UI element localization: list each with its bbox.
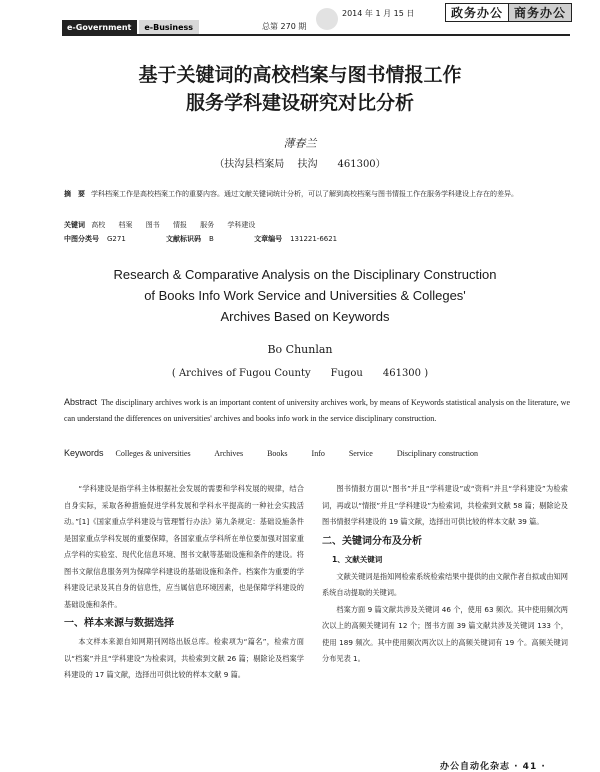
abstract-cn-text: 学科档案工作是高校档案工作的重要内容。通过文献关键词统计分析，可以了解到高校档案与图书情报工作在服务学科建设上存在的差异。 bbox=[91, 190, 518, 198]
keyword-cn: 档案 bbox=[118, 221, 133, 229]
keyword-en: Info bbox=[311, 449, 325, 458]
title-cn-line-1: 基于关键词的高校档案与图书情报工作 bbox=[138, 64, 462, 86]
abstract-en-label: Abstract bbox=[64, 397, 98, 407]
article-title-en bbox=[30, 264, 580, 327]
abstract-cn bbox=[64, 187, 566, 201]
subsection-heading: 1、文献关键词 bbox=[332, 554, 383, 564]
article-title-cn bbox=[0, 61, 600, 117]
title-cn-line-2: 服务学科建设研究对比分析 bbox=[185, 92, 414, 114]
body-paragraph: 本文样本来源自知网期刊网络出版总库。检索项为“篇名”，检索方面以“档案”并且“学科建设”为检索词，共检索到文献 26 篇；剔除论及档案学科建设的 17 篇文献，选择出可供比较的样本文献 9 篇。 bbox=[64, 637, 304, 679]
header-decoration-circle bbox=[316, 8, 338, 30]
section-tab-egovernment: e-Government bbox=[62, 20, 137, 34]
keyword-en: Books bbox=[267, 449, 288, 458]
abstract-en-text: The disciplinary archives work is an important content of university archives work, by means of Keywords statistical analysis on the literature, we can understand the differences on universities' archives and books info work in the service disciplinary construction. bbox=[64, 398, 570, 423]
clc-value: G271 bbox=[107, 235, 126, 243]
keyword-cn: 图书 bbox=[145, 221, 160, 229]
body-paragraph: “学科建设是指学科主体根据社会发展的需要和学科发展的规律，结合自身实际，采取各种措施促进学科发展和学科水平提高的一种社会实践活动。”[1]《国家重点学科建设与管理暂行办法》第九条规定：基础设施条件是国家重点学科发展的重要保障，各国家重点学科所在单位要加强对国家重点学科的实验室、现代化信息环境、图书文献等基础设施和条件的建设。将图书文献信息服务列为保障学科建设的基础设施和条件。档案作为重要的学科建设记录及其自身的信息性，应当属信息环境因素，也是保障学科建设的基础设施和条件。 bbox=[64, 484, 304, 609]
keywords-cn-label: 关键词 bbox=[64, 221, 85, 229]
affiliation-cn: （扶沟县档案局 扶沟 461300） bbox=[214, 159, 386, 170]
doc-code-label: 文献标识码 bbox=[166, 235, 202, 243]
author-en: Bo Chunlan bbox=[267, 343, 333, 356]
classification-row bbox=[64, 234, 337, 244]
header-section-tabs bbox=[62, 20, 199, 34]
section-brand bbox=[445, 2, 572, 22]
body-paragraph: 图书情报方面以“图书”并且“学科建设”或“资料”并且“学科建设”为检索词，再或以“情报”并且“学科建设”为检索词，共检索到文献 58 篇；剔除论及图书情报学科建设的 19 篇文献，选择出可供比较的样本文献 39 篇。 bbox=[322, 484, 568, 526]
issue-number: 总第 270 期 bbox=[262, 22, 307, 31]
abstract-cn-label: 摘 要 bbox=[64, 190, 85, 198]
title-en-line-2: of Books Info Work Service and Universities & Colleges' bbox=[144, 288, 466, 303]
abstract-en bbox=[64, 394, 570, 427]
brand-government-office: 政务办公 bbox=[445, 3, 509, 22]
title-en-line-1: Research & Comparative Analysis on the Disciplinary Construction bbox=[113, 267, 497, 282]
article-number-label: 文章编号 bbox=[254, 235, 283, 243]
doc-code-value: B bbox=[209, 235, 214, 243]
title-en-line-3: Archives Based on Keywords bbox=[220, 309, 390, 324]
keyword-en: Disciplinary construction bbox=[396, 449, 478, 458]
article-number-value: 131221-6621 bbox=[290, 235, 338, 243]
keyword-en: Archives bbox=[214, 449, 244, 458]
keyword-cn: 学科建设 bbox=[227, 221, 256, 229]
brand-business-office: 商务办公 bbox=[509, 3, 572, 22]
page-footer: 办公自动化杂志 · 41 · bbox=[440, 762, 546, 772]
clc-label: 中图分类号 bbox=[64, 235, 99, 243]
keyword-cn: 服务 bbox=[200, 221, 215, 229]
keyword-cn: 高校 bbox=[91, 221, 106, 229]
body-column-right bbox=[322, 481, 568, 668]
body-paragraph: 档案方面 9 篇文献共涉及关键词 46 个，使用 63 频次。其中使用频次两次以上的高频关键词有 12 个；图书方面 39 篇文献共涉及关键词 133 个，使用 189 频次。其中使用频次两次以上的高频关键词有 19 个。高频关键词分布见表 1。 bbox=[322, 604, 568, 663]
body-column-left bbox=[64, 481, 304, 684]
keywords-en bbox=[64, 448, 500, 458]
keyword-cn: 情报 bbox=[172, 221, 187, 229]
header-rule bbox=[62, 34, 570, 36]
section-heading: 一、样本来源与数据选择 bbox=[64, 618, 174, 629]
keyword-en: Service bbox=[348, 449, 373, 458]
keyword-en: Colleges & universities bbox=[115, 449, 191, 458]
body-paragraph: 文献关键词是指知网检索系统检索结果中提供的由文献作者自拟或由知网系统自动提取的关键词。 bbox=[322, 571, 568, 597]
section-heading: 二、关键词分布及分析 bbox=[322, 535, 422, 547]
section-tab-ebusiness: e-Business bbox=[139, 20, 199, 34]
affiliation-en: ( Archives of Fugou County Fugou 461300 ) bbox=[171, 368, 429, 379]
publication-date: 2014 年 1 月 15 日 bbox=[342, 9, 415, 18]
author-cn: 薄春兰 bbox=[283, 137, 317, 150]
keywords-en-label: Keywords bbox=[64, 448, 104, 458]
keywords-cn bbox=[64, 220, 266, 230]
